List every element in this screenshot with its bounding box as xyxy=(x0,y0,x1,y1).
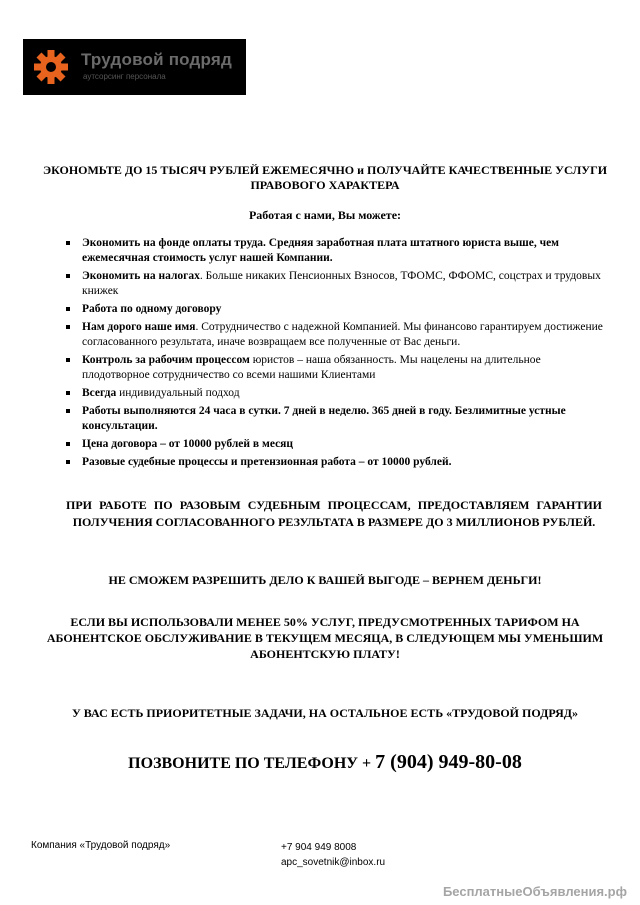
feature-text: . Сотрудничество с надежной Компанией. Мы финансово гарантируем достижение согласованного результата, иначе возвращаем все полученные от Вас деньги. xyxy=(82,321,603,348)
headline: ЭКОНОМЬТЕ ДО 15 ТЫСЯЧ РУБЛЕЙ ЕЖЕМЕСЯЧНО и ПОЛУЧАЙТЕ КАЧЕСТВЕННЫЕ УСЛУГИ ПРАВОВОГО ХАРАКТЕРА xyxy=(42,163,608,192)
logo-tagline: аутсорсинг персонала xyxy=(83,72,166,81)
logo-name: Трудовой подряд xyxy=(81,50,232,69)
discount-paragraph: ЕСЛИ ВЫ ИСПОЛЬЗОВАЛИ МЕНЕЕ 50% УСЛУГ, ПРЕДУСМОТРЕННЫХ ТАРИФОМ НА АБОНЕНТСКОЕ ОБСЛУЖИВАНИЕ В ТЕКУЩЕМ МЕСЯЦА, В СЛЕДУЮЩЕМ МЫ УМЕНЬШИМ АБОНЕНТСКУЮ ПЛАТУ! xyxy=(46,615,604,661)
call-prefix: ПОЗВОНИТЕ ПО ТЕЛЕФОНУ + xyxy=(128,755,372,772)
priority-statement: У ВАС ЕСТЬ ПРИОРИТЕТНЫЕ ЗАДАЧИ, НА ОСТАЛЬНОЕ ЕСТЬ «ТРУДОВОЙ ПОДРЯД» xyxy=(71,706,578,720)
feature-bold: Цена договора – от 10000 рублей в месяц xyxy=(82,438,294,450)
subhead: Работая с нами, Вы можете: xyxy=(248,208,402,222)
feature-text: индивидуальный подход xyxy=(116,387,240,399)
feature-bold: Контроль за рабочим процессом xyxy=(82,354,250,366)
list-item xyxy=(66,437,606,452)
feature-bold: Экономить на налогах xyxy=(82,270,200,282)
features-list xyxy=(66,236,606,473)
list-item xyxy=(66,236,606,266)
list-item xyxy=(66,386,606,401)
feature-bold: Разовые судебные процессы и претензионная работа – от 10000 рублей. xyxy=(82,456,452,468)
feature-bold: Работы выполняются 24 часа в сутки. 7 дней в неделю. 365 дней в году. Безлимитные устные консультации. xyxy=(82,405,566,432)
refund-statement: НЕ СМОЖЕМ РАЗРЕШИТЬ ДЕЛО К ВАШЕЙ ВЫГОДЕ – ВЕРНЕМ ДЕНЬГИ! xyxy=(108,573,542,587)
phone-number[interactable]: 7 (904) 949-80-08 xyxy=(375,751,522,773)
call-to-action xyxy=(40,751,610,774)
list-item xyxy=(66,320,606,350)
feature-text: . Больше никаких Пенсионных Взносов, ТФОМС, ФФОМС, соцстрах и трудовых книжек xyxy=(82,270,601,297)
list-item xyxy=(66,302,606,317)
feature-text: юристов – наша обязанность. Мы нацелены на длительное плодотворное сотрудничество со всеми нашими Клиентами xyxy=(82,354,541,381)
site-watermark: БесплатныеОбъявления.рф xyxy=(442,884,627,899)
feature-bold: Всегда xyxy=(82,387,117,399)
list-item xyxy=(66,353,606,383)
guarantee-paragraph: ПРИ РАБОТЕ ПО РАЗОВЫМ СУДЕБНЫМ ПРОЦЕССАМ, ПРЕДОСТАВЛЯЕМ ГАРАНТИИ ПОЛУЧЕНИЯ СОГЛАСОВАННОГО РЕЗУЛЬТАТА В РАЗМЕРЕ ДО 3 МИЛЛИОНОВ РУБЛЕЙ. xyxy=(66,498,602,529)
footer-contact xyxy=(281,840,385,870)
feature-bold: Экономить на фонде оплаты труда. Средняя заработная плата штатного юриста выше, чем ежемесячная стоимость услуг нашей Компании. xyxy=(82,237,560,264)
footer-phone[interactable]: +7 904 949 8008 xyxy=(281,842,357,853)
list-item xyxy=(66,269,606,299)
footer-email[interactable]: apc_sovetnik@inbox.ru xyxy=(281,857,386,868)
list-item xyxy=(66,404,606,434)
feature-bold: Нам дорого наше имя xyxy=(82,321,196,333)
company-logo xyxy=(23,39,246,95)
footer-company: Компания «Трудовой подряд» xyxy=(31,840,171,851)
list-item xyxy=(66,455,606,470)
feature-bold: Работа по одному договору xyxy=(82,303,222,315)
gear-icon xyxy=(31,48,71,86)
